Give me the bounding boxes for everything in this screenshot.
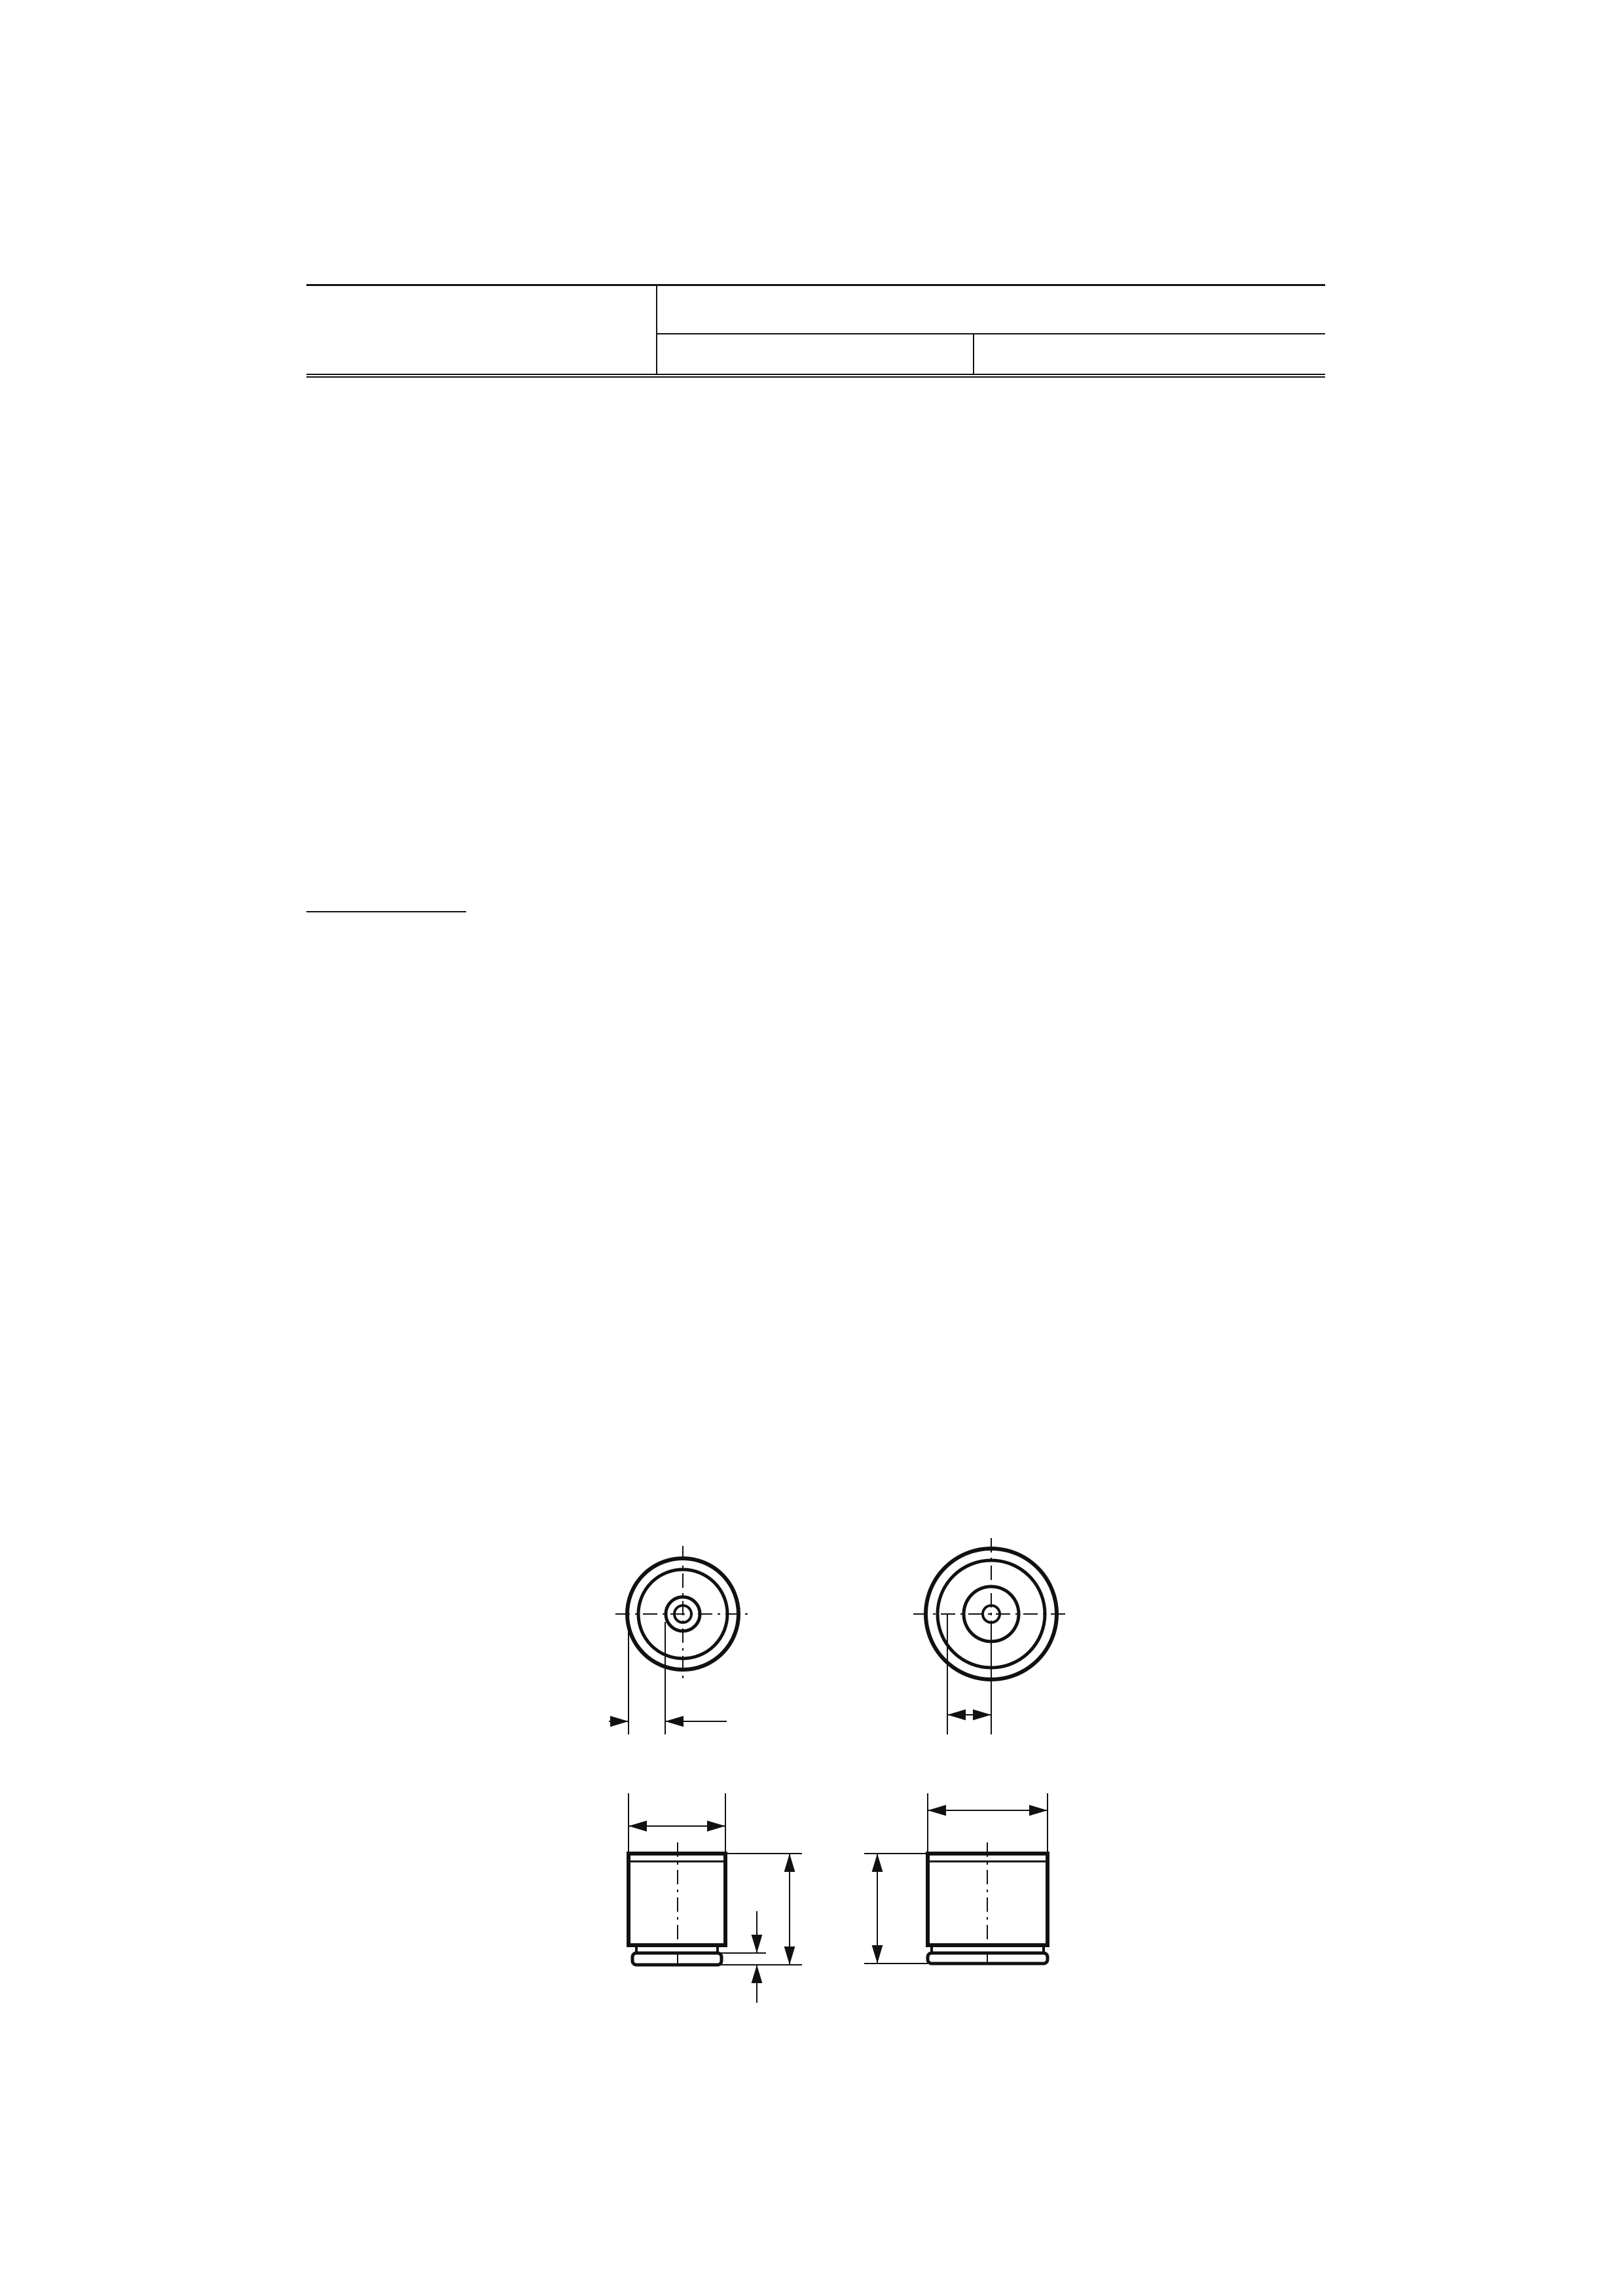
s19s-side-view	[864, 1793, 1048, 1964]
s15s-top-view	[609, 1546, 750, 1734]
s19s-top-view	[913, 1538, 1069, 1734]
s15s-side-view	[629, 1793, 802, 2003]
